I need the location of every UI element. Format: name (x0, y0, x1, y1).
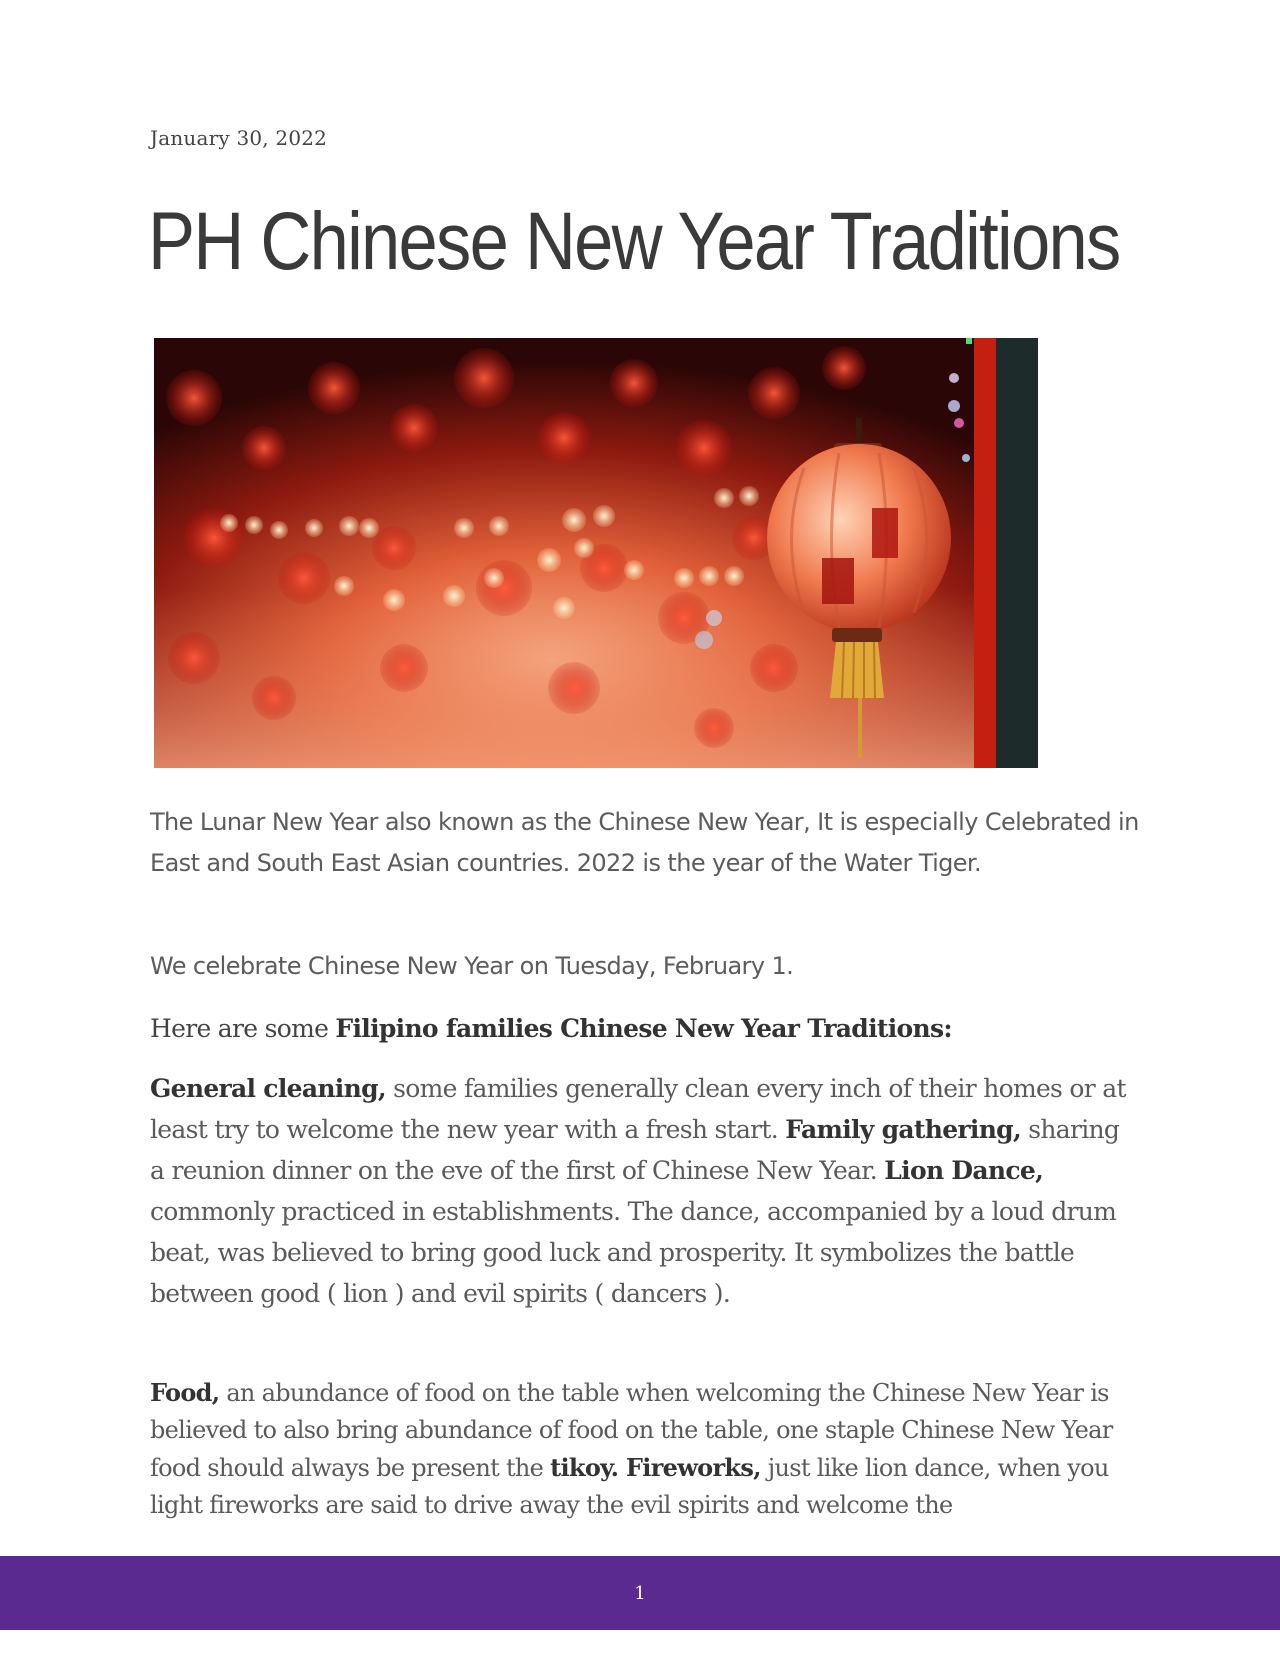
intro-paragraph: The Lunar New Year also known as the Chinese New Year, It is especially Celebrated in East and South East Asian countries. 2022 is the year of the Water Tiger. (150, 808, 1139, 877)
hero-image (154, 338, 1038, 768)
food-fireworks-paragraph (150, 1374, 1140, 1524)
traditions-intro (150, 1008, 1140, 1049)
lion-dance-label: Lion Dance, (884, 1156, 1044, 1185)
traditions-intro-lead: Here are some (150, 1014, 336, 1043)
general-cleaning-text: some families generally clean every inch of their homes or at least try to welcome the new year with a fresh start. (150, 1074, 1126, 1144)
tikoy-label: tikoy. (550, 1453, 619, 1482)
post-date: January 30, 2022 (150, 126, 328, 150)
fireworks-text: just like lion dance, when you light fireworks are said to drive away the evil spirits and welcome the (150, 1454, 1109, 1519)
general-cleaning-label: General cleaning, (150, 1074, 386, 1103)
fireworks-label: Fireworks, (618, 1453, 761, 1482)
food-text: an abundance of food on the table when welcoming the Chinese New Year is believed to also bring abundance of food on the table, one staple Chinese New Year food should always be present the (150, 1379, 1113, 1482)
traditions-intro-bold: Filipino families Chinese New Year Traditions: (335, 1014, 952, 1043)
page-footer (0, 1556, 1280, 1630)
page-number: 1 (634, 1582, 646, 1604)
lantern-bokeh-illustration (154, 338, 1038, 768)
family-gathering-text: sharing a reunion dinner on the eve of the first of Chinese New Year. (150, 1115, 1120, 1185)
traditions-paragraph (150, 1068, 1140, 1314)
page-title: PH Chinese New Year Traditions (148, 196, 1120, 287)
food-label: Food, (150, 1378, 220, 1407)
celebration-date-paragraph: We celebrate Chinese New Year on Tuesday, February 1. (150, 952, 794, 980)
family-gathering-label: Family gathering, (785, 1115, 1021, 1144)
lion-dance-text: commonly practiced in establishments. The dance, accompanied by a loud drum beat, was believed to bring good luck and prosperity. It symbolizes the battle between good ( lion ) and evil spirits ( dancers ). (150, 1197, 1117, 1308)
